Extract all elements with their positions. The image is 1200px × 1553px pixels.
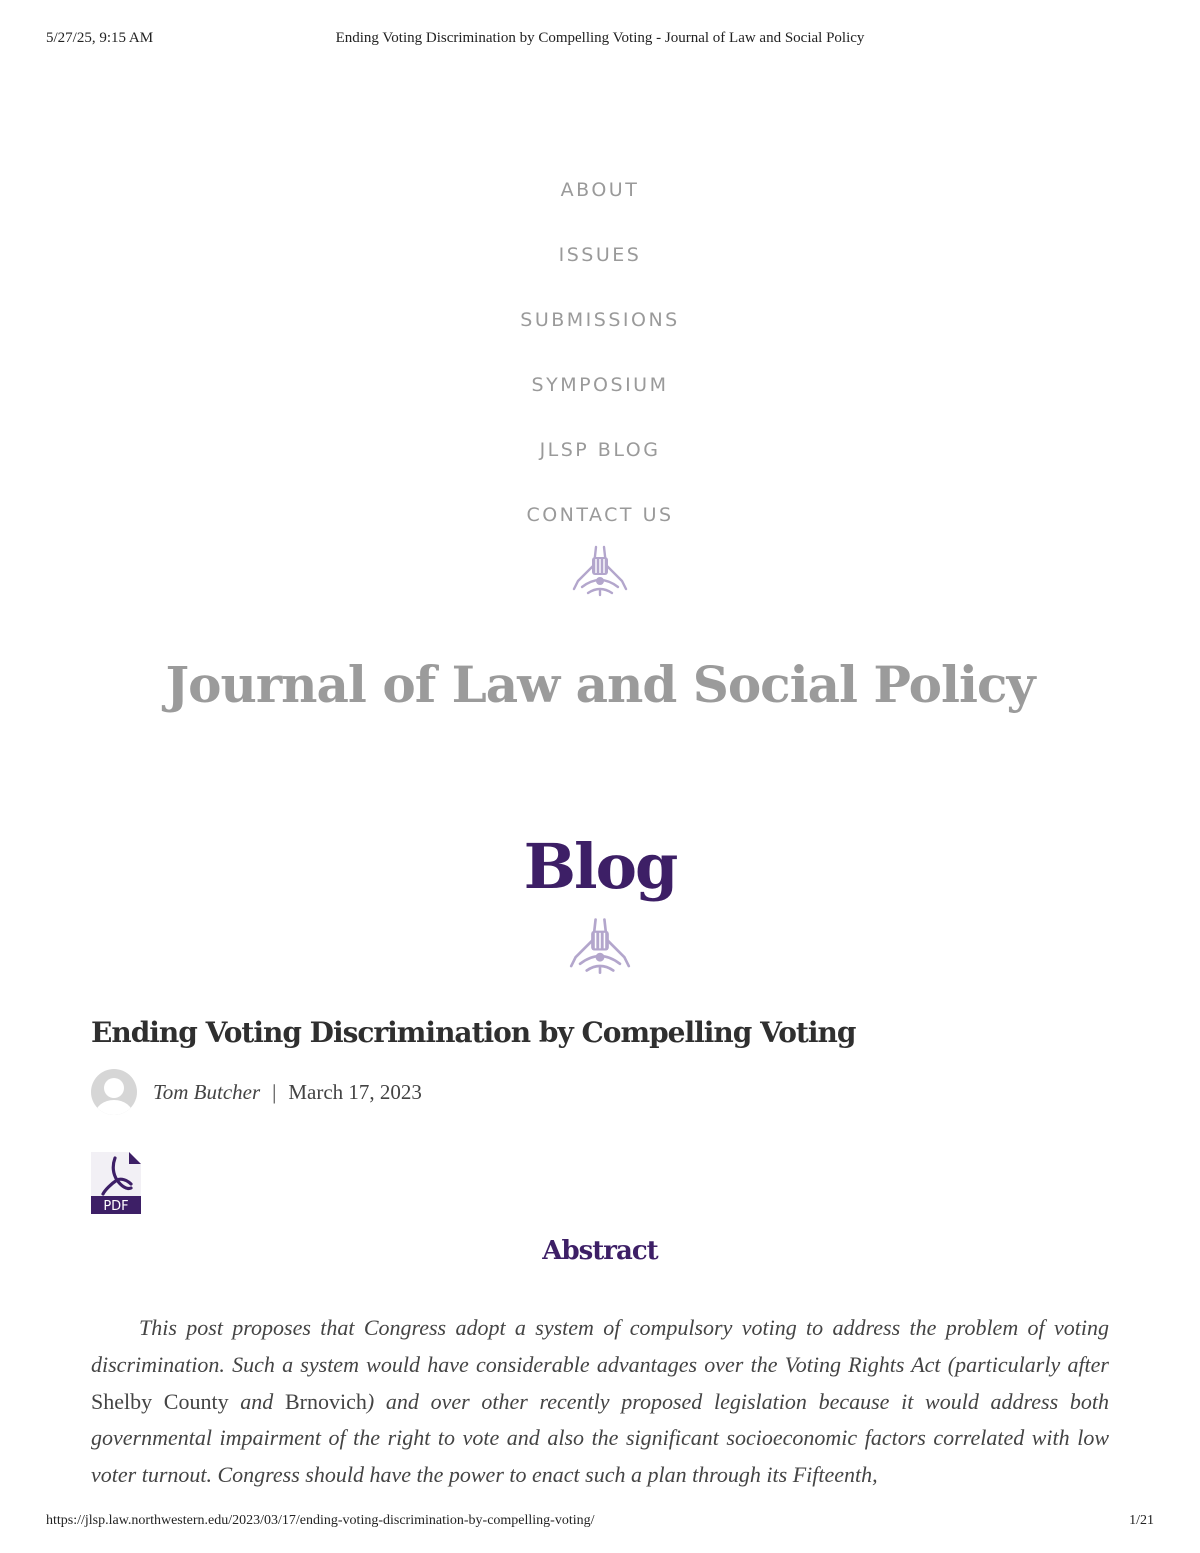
post-title: Ending Voting Discrimination by Compelling Voting <box>91 1016 856 1049</box>
nav-item-contact-us[interactable]: CONTACT US <box>526 504 674 526</box>
nav-item-about[interactable]: ABOUT <box>560 179 640 201</box>
pdf-download-link[interactable] <box>91 1152 141 1214</box>
case-name-brnovich: Brnovich <box>284 1388 367 1414</box>
post-meta <box>91 1068 422 1116</box>
pdf-icon <box>91 1152 141 1214</box>
meta-separator: | <box>272 1079 277 1104</box>
nav-item-jlsp-blog[interactable]: JLSP BLOG <box>539 439 661 461</box>
avatar <box>91 1069 137 1115</box>
abstract-heading: Abstract <box>542 1236 658 1266</box>
print-page-number: 1/21 <box>1129 1513 1154 1528</box>
print-footer <box>46 1513 1154 1533</box>
abstract-paragraph: This post proposes that Congress adopt a system of compulsory voting to address the problem of voting discrimination. Such a system would have considerable advantages over the Voting Rights Act (particularly after Shelby County and Brnovich) and over other recently proposed legislation because it would address both governmental impairment of the right to vote and also the significant socioeconomic factors correlated with low voter turnout. Congress should have the power to enact such a plan through its Fifteenth, <box>91 1315 1109 1488</box>
abstract-body <box>91 1310 1109 1500</box>
post-author[interactable]: Tom Butcher <box>153 1079 261 1104</box>
nav-item-submissions[interactable]: SUBMISSIONS <box>520 309 680 331</box>
nav-item-issues[interactable]: ISSUES <box>558 244 642 266</box>
main-nav <box>0 170 1200 560</box>
print-header <box>46 30 1154 50</box>
print-datetime: 5/27/25, 9:15 AM <box>46 30 154 46</box>
page-heading: Blog <box>523 830 677 903</box>
emblem-icon <box>572 543 628 597</box>
pdf-icon-label: PDF <box>103 1199 129 1214</box>
emblem-icon <box>569 915 631 975</box>
print-url: https://jlsp.law.northwestern.edu/2023/03/17/ending-voting-discrimination-by-compelling-voting/ <box>46 1513 595 1528</box>
nav-item-symposium[interactable]: SYMPOSIUM <box>531 374 669 396</box>
print-page-title: Ending Voting Discrimination by Compelling Voting - Journal of Law and Social Policy <box>335 30 865 46</box>
case-name-shelby-county: Shelby County <box>91 1388 229 1414</box>
post-date: March 17, 2023 <box>288 1079 422 1104</box>
site-title[interactable]: Journal of Law and Social Policy <box>165 655 1035 714</box>
